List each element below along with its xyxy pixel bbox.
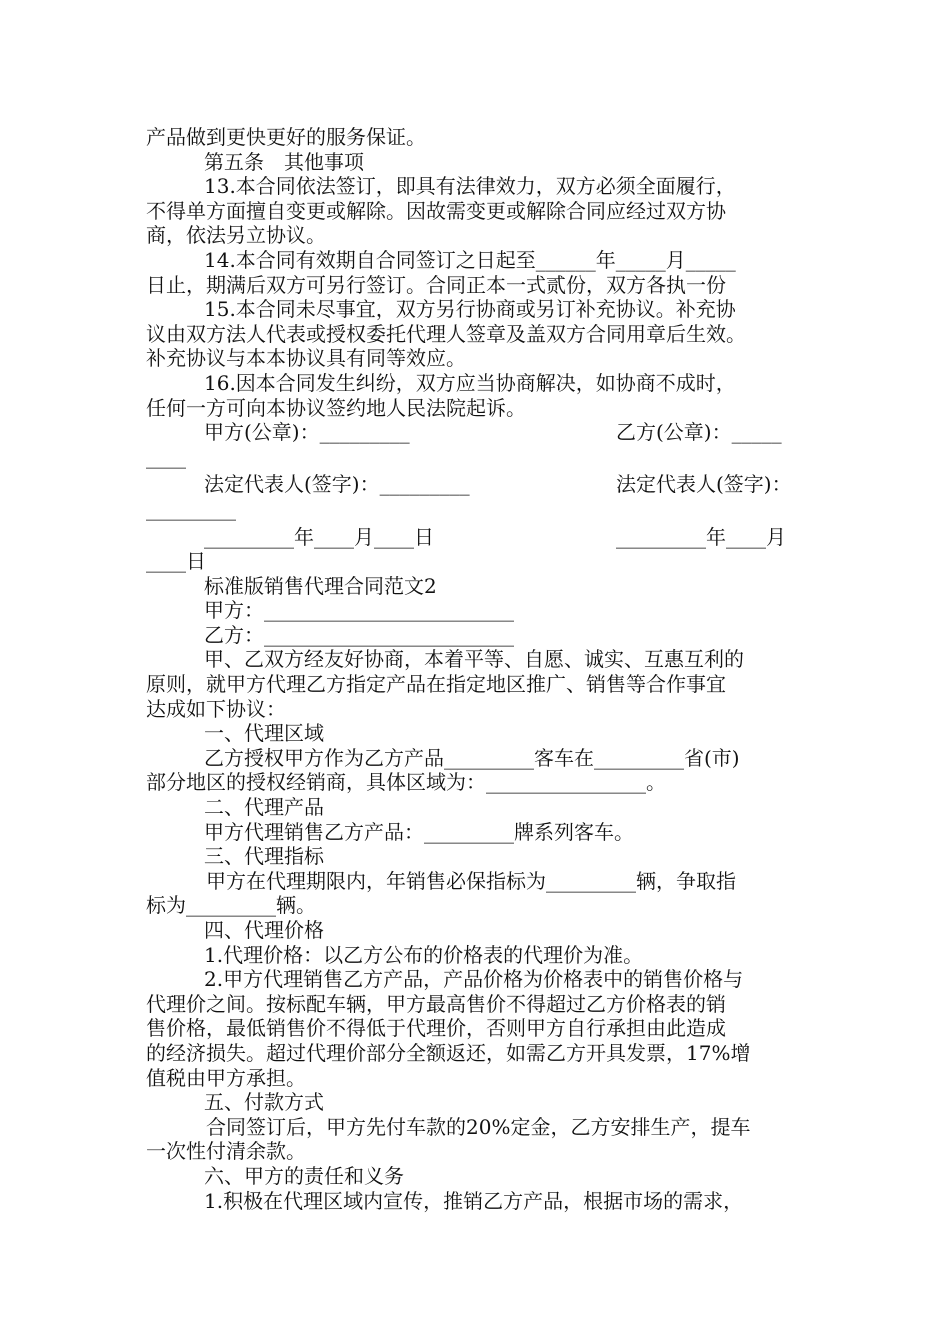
section-1-line: 部分地区的授权经销商，具体区域为：________________。 (146, 770, 666, 795)
document-page (146, 125, 826, 1213)
intro-line: 达成如下协议： (146, 696, 286, 721)
section-heading-article-5: 第五条 其他事项 (204, 149, 364, 174)
section-4-2-line: 的经济损失。超过代理价部分全额返还，如需乙方开具发票，17%增 (146, 1040, 751, 1065)
section-2-line: 甲方代理销售乙方产品：_________牌系列客车。 (204, 819, 634, 844)
party-b-field: 乙方：_________________________ (204, 622, 514, 647)
section-heading-product: 二、代理产品 (204, 795, 324, 820)
section-4-2-line: 2.甲方代理销售乙方产品，产品价格为价格表中的销售价格与 (204, 967, 744, 992)
section-3-line: 标为_________辆。 (146, 893, 316, 918)
section-heading-payment: 五、付款方式 (204, 1090, 324, 1115)
clause-15-line: 补充协议与本本协议具有同等效应。 (146, 346, 466, 371)
clause-13-line: 不得单方面擅自变更或解除。因故需变更或解除合同应经过双方协 (146, 198, 726, 223)
party-b-seal-field: 乙方(公章)：_____ (616, 420, 782, 445)
party-a-date-field: _________年____月____日 (204, 524, 434, 549)
clause-14-line: 日止，期满后双方可另行签订。合同正本一式贰份，双方各执一份 (146, 272, 726, 297)
section-heading-price: 四、代理价格 (204, 918, 324, 942)
section-1-line: 乙方授权甲方作为乙方产品_________客车在_________省(市) (204, 745, 740, 770)
clause-13-line: 商，依法另立协议。 (146, 223, 326, 248)
section-4-2-line: 售价格，最低销售价不得低于代理价，否则甲方自行承担由此造成 (146, 1016, 726, 1041)
party-b-rep-field-cont: _________ (146, 496, 236, 521)
section-4-2-line: 代理价之间。按标配车辆，甲方最高售价不得超过乙方价格表的销 (146, 991, 726, 1016)
clause-16-line: 16.因本合同发生纠纷，双方应当协商解决，如协商不成时， (204, 370, 736, 395)
text-line: 产品做到更快更好的服务保证。 (146, 125, 426, 149)
section-6-1-line: 1.积极在代理区域内宣传，推销乙方产品，根据市场的需求， (204, 1188, 744, 1213)
section-heading-target: 三、代理指标 (204, 844, 324, 869)
section-heading-region: 一、代理区域 (204, 721, 324, 746)
section-4-2-line: 值税由甲方承担。 (146, 1065, 306, 1090)
document-title-2: 标准版销售代理合同范文2 (204, 573, 437, 598)
section-5-line: 一次性付清余款。 (146, 1139, 306, 1164)
party-b-date-field: _________年____月 (616, 524, 786, 549)
section-3-line: 甲方在代理期限内，年销售必保指标为_________辆，争取指 (206, 868, 736, 893)
intro-line: 甲、乙双方经友好协商，本着平等、自愿、诚实、互惠互利的 (204, 647, 744, 672)
intro-line: 原则，就甲方代理乙方指定产品在指定地区推广、销售等合作事宜 (146, 672, 726, 697)
signature-rep-row (146, 472, 826, 497)
party-a-seal-field: 甲方(公章)：_________ (204, 420, 410, 445)
clause-16-line: 任何一方可向本协议签约地人民法院起诉。 (146, 395, 526, 420)
section-4-1-line: 1.代理价格：以乙方公布的价格表的代理价为准。 (204, 942, 644, 967)
clause-13-line: 13.本合同依法签订，即具有法律效力，双方必须全面履行， (204, 174, 736, 199)
party-a-field: 甲方：_________________________ (204, 598, 514, 623)
section-5-line: 合同签订后，甲方先付车款的20%定金，乙方安排生产，提车 (206, 1114, 751, 1139)
clause-14-line: 14.本合同有效期自合同签订之日起至______年_____月_____ (204, 247, 736, 272)
signature-seal-row (146, 420, 826, 445)
clause-15-line: 议由双方法人代表或授权委托代理人签章及盖双方合同用章后生效。 (146, 321, 746, 346)
party-b-date-field-cont: ____日 (146, 549, 206, 574)
party-b-rep-field: 法定代表人(签字)： (616, 472, 792, 497)
party-b-seal-field-cont: ____ (146, 444, 186, 469)
party-a-rep-field: 法定代表人(签字)：_________ (204, 472, 470, 497)
clause-15-line: 15.本合同未尽事宜，双方另行协商或另订补充协议。补充协 (204, 297, 736, 322)
signature-date-row (146, 525, 826, 550)
section-heading-duties: 六、甲方的责任和义务 (204, 1163, 404, 1188)
